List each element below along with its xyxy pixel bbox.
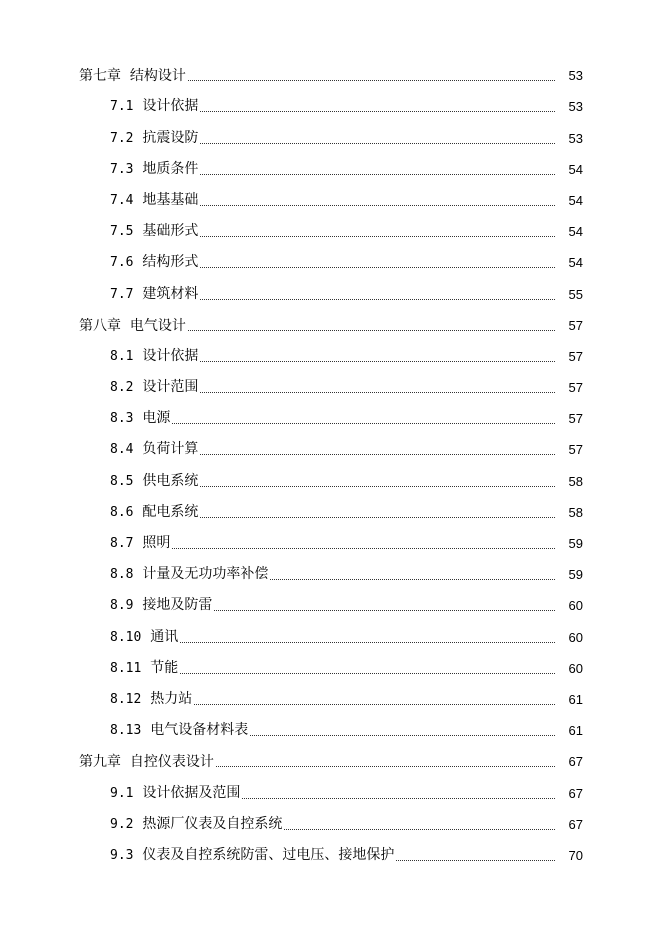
toc-entry-number: 8.8 xyxy=(110,567,134,583)
toc-page-number: 67 xyxy=(568,785,583,801)
toc-entry-label xyxy=(110,847,394,864)
toc-section-entry[interactable] xyxy=(0,499,662,530)
toc-section-entry[interactable] xyxy=(0,343,662,374)
toc-entry-title: 照明 xyxy=(142,535,171,551)
toc-entry-label xyxy=(110,504,198,521)
toc-entry-label xyxy=(110,192,198,209)
toc-entry-title: 设计依据 xyxy=(142,98,199,115)
toc-page-number: 58 xyxy=(568,473,583,489)
toc-entry-label xyxy=(110,223,198,240)
toc-entry-number: 8.4 xyxy=(110,442,134,458)
toc-page-number: 57 xyxy=(568,348,583,364)
toc-page-number: 55 xyxy=(568,286,583,302)
toc-dot-leader xyxy=(216,765,555,767)
toc-dot-leader xyxy=(188,329,555,331)
toc-entry-title: 供电系统 xyxy=(142,472,199,489)
toc-chapter-entry[interactable] xyxy=(0,748,662,779)
toc-entry-label xyxy=(110,348,198,365)
toc-entry-title: 接地及防雷 xyxy=(142,597,213,614)
toc-chapter-entry[interactable] xyxy=(0,312,662,343)
toc-entry-label xyxy=(110,535,170,552)
toc-dot-leader xyxy=(200,266,555,268)
toc-entry-label xyxy=(110,98,198,115)
toc-dot-leader xyxy=(270,578,555,580)
toc-entry-number: 9.1 xyxy=(110,785,134,801)
toc-entry-label xyxy=(79,754,214,770)
toc-dot-leader xyxy=(172,547,555,549)
toc-section-entry[interactable] xyxy=(0,592,662,623)
toc-section-entry[interactable] xyxy=(0,811,662,842)
toc-section-entry[interactable] xyxy=(0,561,662,592)
toc-entry-number: 8.2 xyxy=(110,380,134,396)
toc-entry-title: 基础形式 xyxy=(142,223,199,240)
toc-dot-leader xyxy=(180,641,555,643)
toc-entry-number: 7.1 xyxy=(110,99,134,115)
toc-section-entry[interactable] xyxy=(0,779,662,810)
toc-page-number: 57 xyxy=(568,411,583,427)
toc-entry-title: 地质条件 xyxy=(142,160,199,177)
toc-section-entry[interactable] xyxy=(0,156,662,187)
toc-entry-label xyxy=(110,254,198,271)
toc-page-number: 59 xyxy=(568,567,583,583)
toc-entry-label xyxy=(110,441,198,458)
toc-page-number: 67 xyxy=(568,754,583,770)
toc-page-number: 61 xyxy=(568,691,583,707)
toc-entry-title: 电源 xyxy=(142,410,171,427)
toc-dot-leader xyxy=(188,79,555,81)
toc-dot-leader xyxy=(214,609,555,611)
toc-entry-number: 7.6 xyxy=(110,255,134,271)
toc-entry-title: 设计范围 xyxy=(142,379,199,396)
toc-section-entry[interactable] xyxy=(0,374,662,405)
toc-entry-label xyxy=(110,473,198,490)
toc-dot-leader xyxy=(250,734,555,736)
toc-page-number: 57 xyxy=(568,380,583,396)
toc-entry-number: 7.3 xyxy=(110,161,134,177)
toc-page-number: 59 xyxy=(568,536,583,551)
toc-entry-number: 7.2 xyxy=(110,130,134,146)
toc-section-entry[interactable] xyxy=(0,655,662,686)
toc-entry-label xyxy=(110,722,248,739)
toc-entry-label xyxy=(110,597,212,614)
toc-entry-label xyxy=(110,785,240,802)
toc-page-number: 53 xyxy=(568,99,583,115)
toc-entry-title: 结构设计 xyxy=(129,68,186,85)
toc-page-number: 60 xyxy=(568,660,583,676)
toc-page-number: 54 xyxy=(568,192,583,208)
toc-entry-number: 第八章 xyxy=(79,317,121,334)
toc-entry-label xyxy=(110,410,170,427)
toc-section-entry[interactable] xyxy=(0,187,662,218)
toc-entry-number: 第九章 xyxy=(79,754,121,771)
toc-entry-label xyxy=(110,691,192,708)
toc-dot-leader xyxy=(200,360,555,362)
toc-page-number: 61 xyxy=(568,723,583,739)
toc-section-entry[interactable] xyxy=(0,467,662,498)
toc-entry-title: 建筑材料 xyxy=(142,285,199,302)
toc-page-number: 58 xyxy=(568,504,583,520)
toc-section-entry[interactable] xyxy=(0,249,662,280)
toc-dot-leader xyxy=(194,703,555,705)
toc-entry-title: 热力站 xyxy=(150,690,193,707)
toc-entry-number: 8.6 xyxy=(110,504,134,520)
toc-dot-leader xyxy=(200,485,555,487)
toc-section-entry[interactable] xyxy=(0,842,662,873)
toc-entry-number: 8.10 xyxy=(110,629,142,645)
toc-section-entry[interactable] xyxy=(0,436,662,467)
toc-entry-title: 抗震设防 xyxy=(142,129,199,146)
toc-entry-label xyxy=(110,566,268,583)
toc-entry-label xyxy=(79,318,186,334)
toc-dot-leader xyxy=(200,391,555,393)
toc-entry-label xyxy=(110,379,198,396)
toc-page-number: 57 xyxy=(568,442,583,458)
toc-entry-title: 设计依据及范围 xyxy=(142,784,241,801)
toc-entry-number: 8.1 xyxy=(110,348,134,364)
toc-entry-title: 设计依据 xyxy=(142,347,199,364)
toc-entry-number: 7.5 xyxy=(110,224,134,240)
toc-dot-leader xyxy=(284,828,555,830)
toc-entry-title: 节能 xyxy=(150,659,179,676)
toc-entry-number: 8.5 xyxy=(110,473,134,489)
toc-entry-title: 电气设计 xyxy=(129,317,186,334)
toc-entry-number: 7.4 xyxy=(110,192,134,208)
toc-entry-number: 8.11 xyxy=(110,660,142,676)
toc-page-number: 54 xyxy=(568,255,583,271)
toc-dot-leader xyxy=(172,422,555,424)
toc-chapter-entry[interactable] xyxy=(0,62,662,93)
toc-entry-number: 第七章 xyxy=(79,68,121,85)
toc-section-entry[interactable] xyxy=(0,530,662,561)
toc-entry-title: 地基基础 xyxy=(142,191,199,208)
toc-page-number: 53 xyxy=(568,130,583,146)
toc-dot-leader xyxy=(200,298,555,300)
toc-dot-leader xyxy=(200,453,555,455)
toc-entry-number: 8.12 xyxy=(110,691,142,707)
toc-entry-number: 9.2 xyxy=(110,816,134,832)
toc-entry-title: 仪表及自控系统防雷、过电压、接地保护 xyxy=(142,846,395,863)
toc-entry-label xyxy=(110,816,282,833)
toc-section-entry[interactable] xyxy=(0,405,662,436)
toc-section-entry[interactable] xyxy=(0,124,662,155)
toc-page-number: 57 xyxy=(568,317,583,333)
toc-dot-leader xyxy=(396,859,555,861)
toc-dot-leader xyxy=(200,235,555,237)
toc-section-entry[interactable] xyxy=(0,218,662,249)
toc-entry-number: 8.13 xyxy=(110,723,142,739)
toc-entry-number: 8.3 xyxy=(110,411,134,427)
toc-entry-title: 负荷计算 xyxy=(142,441,199,458)
toc-dot-leader xyxy=(180,672,555,674)
toc-entry-label xyxy=(110,660,178,677)
toc-entry-label xyxy=(110,161,198,178)
toc-entry-title: 计量及无功功率补偿 xyxy=(142,566,269,583)
toc-page-number: 54 xyxy=(568,161,583,177)
toc-entry-title: 自控仪表设计 xyxy=(129,754,214,771)
toc-dot-leader xyxy=(200,110,555,112)
toc-page-number: 60 xyxy=(568,598,583,614)
toc-section-entry[interactable] xyxy=(0,686,662,717)
toc-dot-leader xyxy=(200,516,555,518)
toc-entry-title: 通讯 xyxy=(150,628,179,645)
toc-entry-label xyxy=(79,68,186,84)
toc-entry-label xyxy=(110,130,198,147)
toc-dot-leader xyxy=(242,797,555,799)
table-of-contents xyxy=(0,62,662,873)
toc-dot-leader xyxy=(200,204,555,206)
toc-entry-title: 配电系统 xyxy=(142,503,199,520)
toc-entry-title: 热源厂仪表及自控系统 xyxy=(142,815,283,832)
toc-page-number: 54 xyxy=(568,224,583,240)
toc-entry-number: 9.3 xyxy=(110,847,134,863)
toc-section-entry[interactable] xyxy=(0,623,662,654)
toc-section-entry[interactable] xyxy=(0,93,662,124)
toc-dot-leader xyxy=(200,142,555,144)
toc-page-number: 60 xyxy=(568,629,583,645)
toc-entry-number: 8.7 xyxy=(110,536,134,551)
toc-entry-label xyxy=(110,286,198,303)
toc-page-number: 67 xyxy=(568,816,583,832)
toc-section-entry[interactable] xyxy=(0,717,662,748)
toc-entry-title: 结构形式 xyxy=(142,254,199,271)
toc-dot-leader xyxy=(200,173,555,175)
toc-page-number: 53 xyxy=(568,68,583,84)
toc-entry-title: 电气设备材料表 xyxy=(150,722,249,739)
toc-page-number: 70 xyxy=(568,847,583,863)
toc-entry-number: 8.9 xyxy=(110,598,134,614)
toc-entry-label xyxy=(110,629,178,646)
toc-entry-number: 7.7 xyxy=(110,286,134,302)
toc-section-entry[interactable] xyxy=(0,280,662,311)
